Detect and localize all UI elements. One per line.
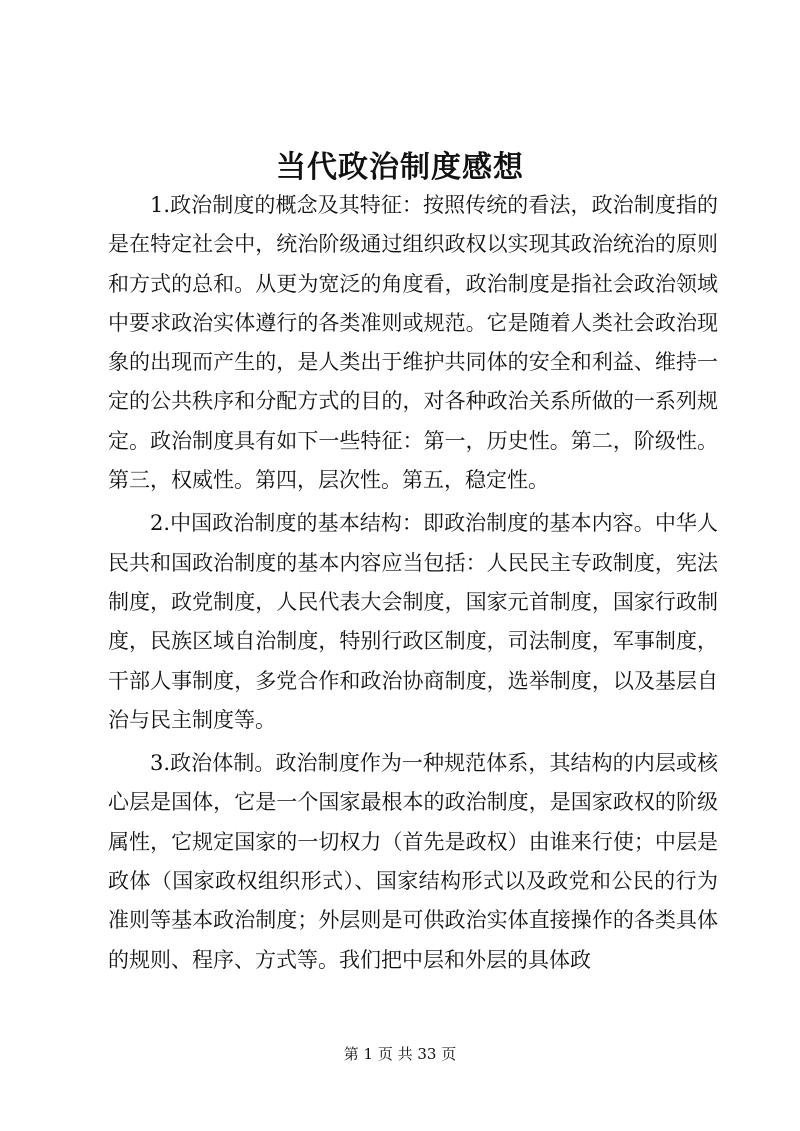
page-footer: 第 1 页 共 33 页 bbox=[343, 1045, 457, 1063]
document-title: 当代政治制度感想 bbox=[276, 150, 524, 185]
document-body bbox=[108, 186, 718, 980]
paragraph-2: 2.中国政治制度的基本结构：即政治制度的基本内容。中华人民共和国政治制度的基本内容应当包括：人民民主专政制度，宪法制度，政党制度，人民代表大会制度，国家元首制度，国家行政制度，民族区域自治制度，特别行政区制度，司法制度，军事制度，干部人事制度，多党合作和政治协商制度，选举制度，以及基层自治与民主制度等。 bbox=[108, 511, 718, 732]
paragraph-3: 3.政治体制。政治制度作为一种规范体系，其结构的内层或核心层是国体，它是一个国家最根本的政治制度，是国家政权的阶级属性，它规定国家的一切权力（首先是政权）由谁来行使；中层是政体（国家政权组织形式）、国家结构形式以及政党和公民的行为准则等基本政治制度；外层则是可供政治实体直接操作的各类具体的规则、程序、方式等。我们把中层和外层的具体政 bbox=[108, 751, 718, 972]
paragraph-1: 1.政治制度的概念及其特征：按照传统的看法，政治制度指的是在特定社会中，统治阶级通过组织政权以实现其政治统治的原则和方式的总和。从更为宽泛的角度看，政治制度是指社会政治领域中要求政治实体遵行的各类准则或规范。它是随着人类社会政治现象的出现而产生的，是人类出于维护共同体的安全和利益、维持一定的公共秩序和分配方式的目的，对各种政治关系所做的一系列规定。政治制度具有如下一些特征：第一，历史性。第二，阶级性。第三，权威性。第四，层次性。第五，稳定性。 bbox=[108, 193, 718, 493]
